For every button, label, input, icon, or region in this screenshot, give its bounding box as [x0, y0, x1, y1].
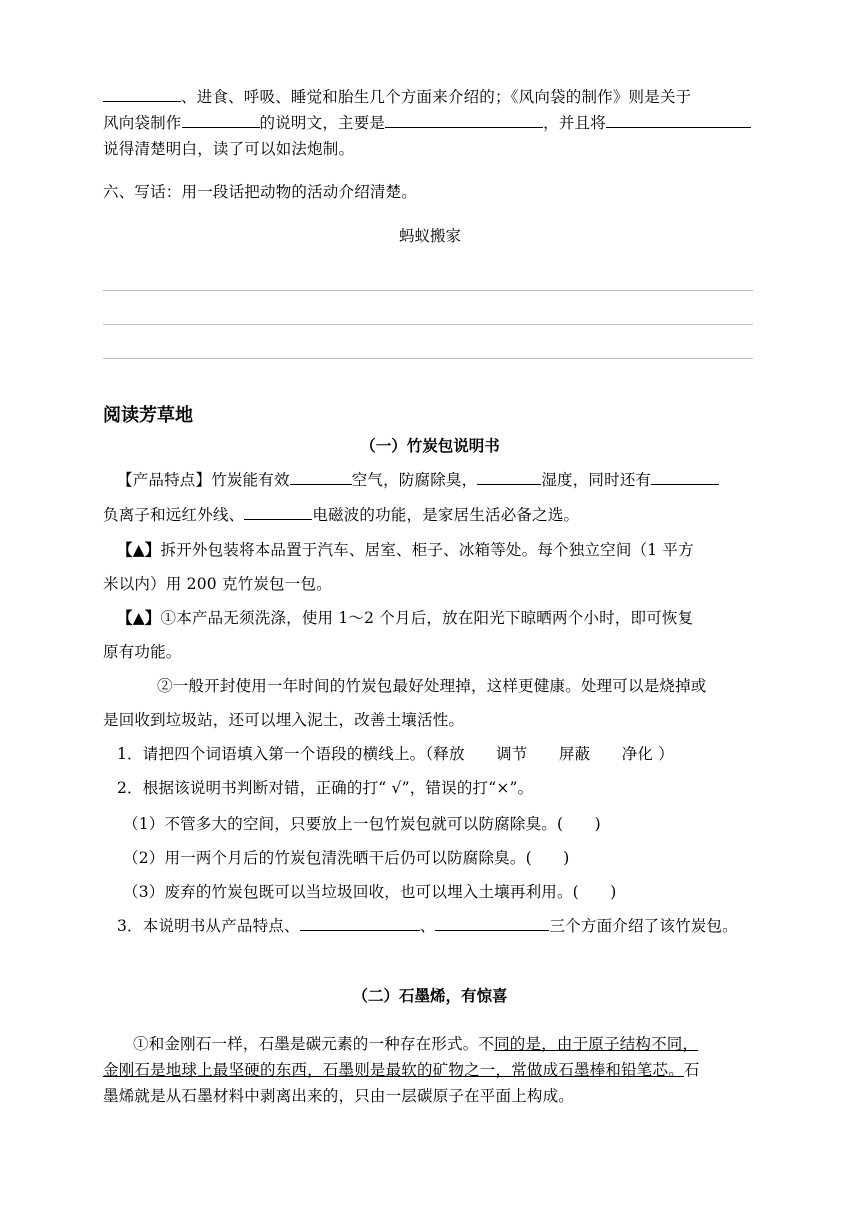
intro-line-2 [103, 113, 763, 133]
answer-blank[interactable] [606, 113, 751, 128]
intro-line-1 [103, 87, 763, 107]
intro-text: 的说明文，主要是 [259, 114, 386, 132]
answer-blank[interactable] [103, 87, 181, 102]
question-3 [117, 916, 777, 936]
question-2-2: （2）用一两个月后的竹炭包清洗晒干后仍可以防腐除臭。( ) [123, 849, 570, 867]
reading-heading: 阅读芳草地 [103, 405, 193, 426]
underlined-text: 同的是，由于原子结构不同， [494, 1035, 699, 1053]
q3-text: 3．本说明书从产品特点、 [117, 917, 300, 935]
answer-blank[interactable] [300, 916, 420, 931]
section-6-title: 六、写话：用一段话把动物的活动介绍清楚。 [103, 183, 418, 201]
question-1: 1．请把四个词语填入第一个语段的横线上。（释放 调节 屏蔽 净化 ） [117, 745, 674, 763]
intro-text: 风向袋制作 [103, 114, 182, 132]
q3-text: 、 [419, 917, 436, 935]
answer-blank[interactable] [651, 470, 719, 485]
q3-text: 三个方面介绍了该竹炭包。 [549, 917, 738, 935]
p2-line-2: 米以内）用 200 克竹炭包一包。 [103, 575, 332, 593]
section-mark: 【▲】 [117, 609, 161, 627]
question-2-1: （1）不管多大的空间，只要放上一包竹炭包就可以防腐除臭。( ) [123, 815, 601, 833]
writing-line[interactable] [103, 324, 753, 325]
answer-blank[interactable] [435, 916, 549, 931]
intro-text: ，并且将 [543, 114, 606, 132]
p5-text: ①和金刚石一样，石墨是碳元素的一种存在形式。不 [133, 1035, 495, 1053]
p3-text: ①本产品无须洗涤，使用 1～2 个月后，放在阳光下晾晒两个小时，即可恢复 [160, 609, 694, 627]
intro-text: 、进食、呼吸、睡觉和胎生几个方面来介绍的；《风向袋的制作》则是关于 [181, 88, 692, 106]
writing-line[interactable] [103, 290, 753, 291]
p1-text: 负离子和远红外线、 [103, 506, 245, 524]
answer-blank[interactable] [477, 470, 541, 485]
underlined-text: 金刚石是地球上最坚硬的东西，石墨则是最软的矿物之一，常做成石墨棒和铅笔芯。 [103, 1061, 684, 1079]
intro-line-3: 说得清楚明白，读了可以如法炮制。 [103, 140, 355, 158]
p1-text: 【产品特点】竹炭能有效 [117, 471, 290, 489]
p3-line-2: 原有功能。 [103, 643, 182, 661]
writing-line[interactable] [103, 358, 753, 359]
p2-text: 拆开外包装将本品置于汽车、居室、柜子、冰箱等处。每个独立空间（1 平方 [160, 541, 694, 559]
answer-blank[interactable] [290, 470, 352, 485]
answer-blank[interactable] [182, 113, 260, 128]
p4-line-1: ②一般开封使用一年时间的竹炭包最好处理掉，这样更健康。处理可以是烧掉或 [157, 677, 707, 695]
answer-blank[interactable] [385, 113, 543, 128]
p1-text: 电磁波的功能，是家居生活必备之选。 [312, 506, 580, 524]
part-1-title: （一）竹炭包说明书 [360, 437, 500, 455]
section-mark: 【▲】 [117, 541, 161, 559]
p5-text: 石 [683, 1061, 700, 1079]
p4-line-2: 是回收到垃圾站，还可以埋入泥土，改善土壤活性。 [103, 711, 465, 729]
p5-line-1 [133, 1034, 793, 1054]
writing-subtitle: 蚂蚁搬家 [398, 227, 461, 245]
p1-line-1 [117, 470, 777, 490]
p5-line-2 [103, 1060, 763, 1080]
p3-line-1 [117, 608, 777, 628]
p5-line-3: 墨烯就是从石墨材料中剥离出来的，只由一层碳原子在平面上构成。 [103, 1087, 575, 1105]
p1-text: 空气，防腐除臭， [351, 471, 478, 489]
answer-blank[interactable] [244, 505, 312, 520]
p1-text: 湿度，同时还有 [541, 471, 652, 489]
question-2-3: （3）废弃的竹炭包既可以当垃圾回收，也可以埋入土壤再利用。( ) [123, 883, 617, 901]
part-2-title: （二）石墨烯，有惊喜 [352, 987, 508, 1005]
question-2: 2．根据该说明书判断对错，正确的打“ √”，错误的打“×”。 [117, 779, 534, 797]
p1-line-2 [103, 505, 763, 525]
p2-line-1 [117, 540, 777, 560]
